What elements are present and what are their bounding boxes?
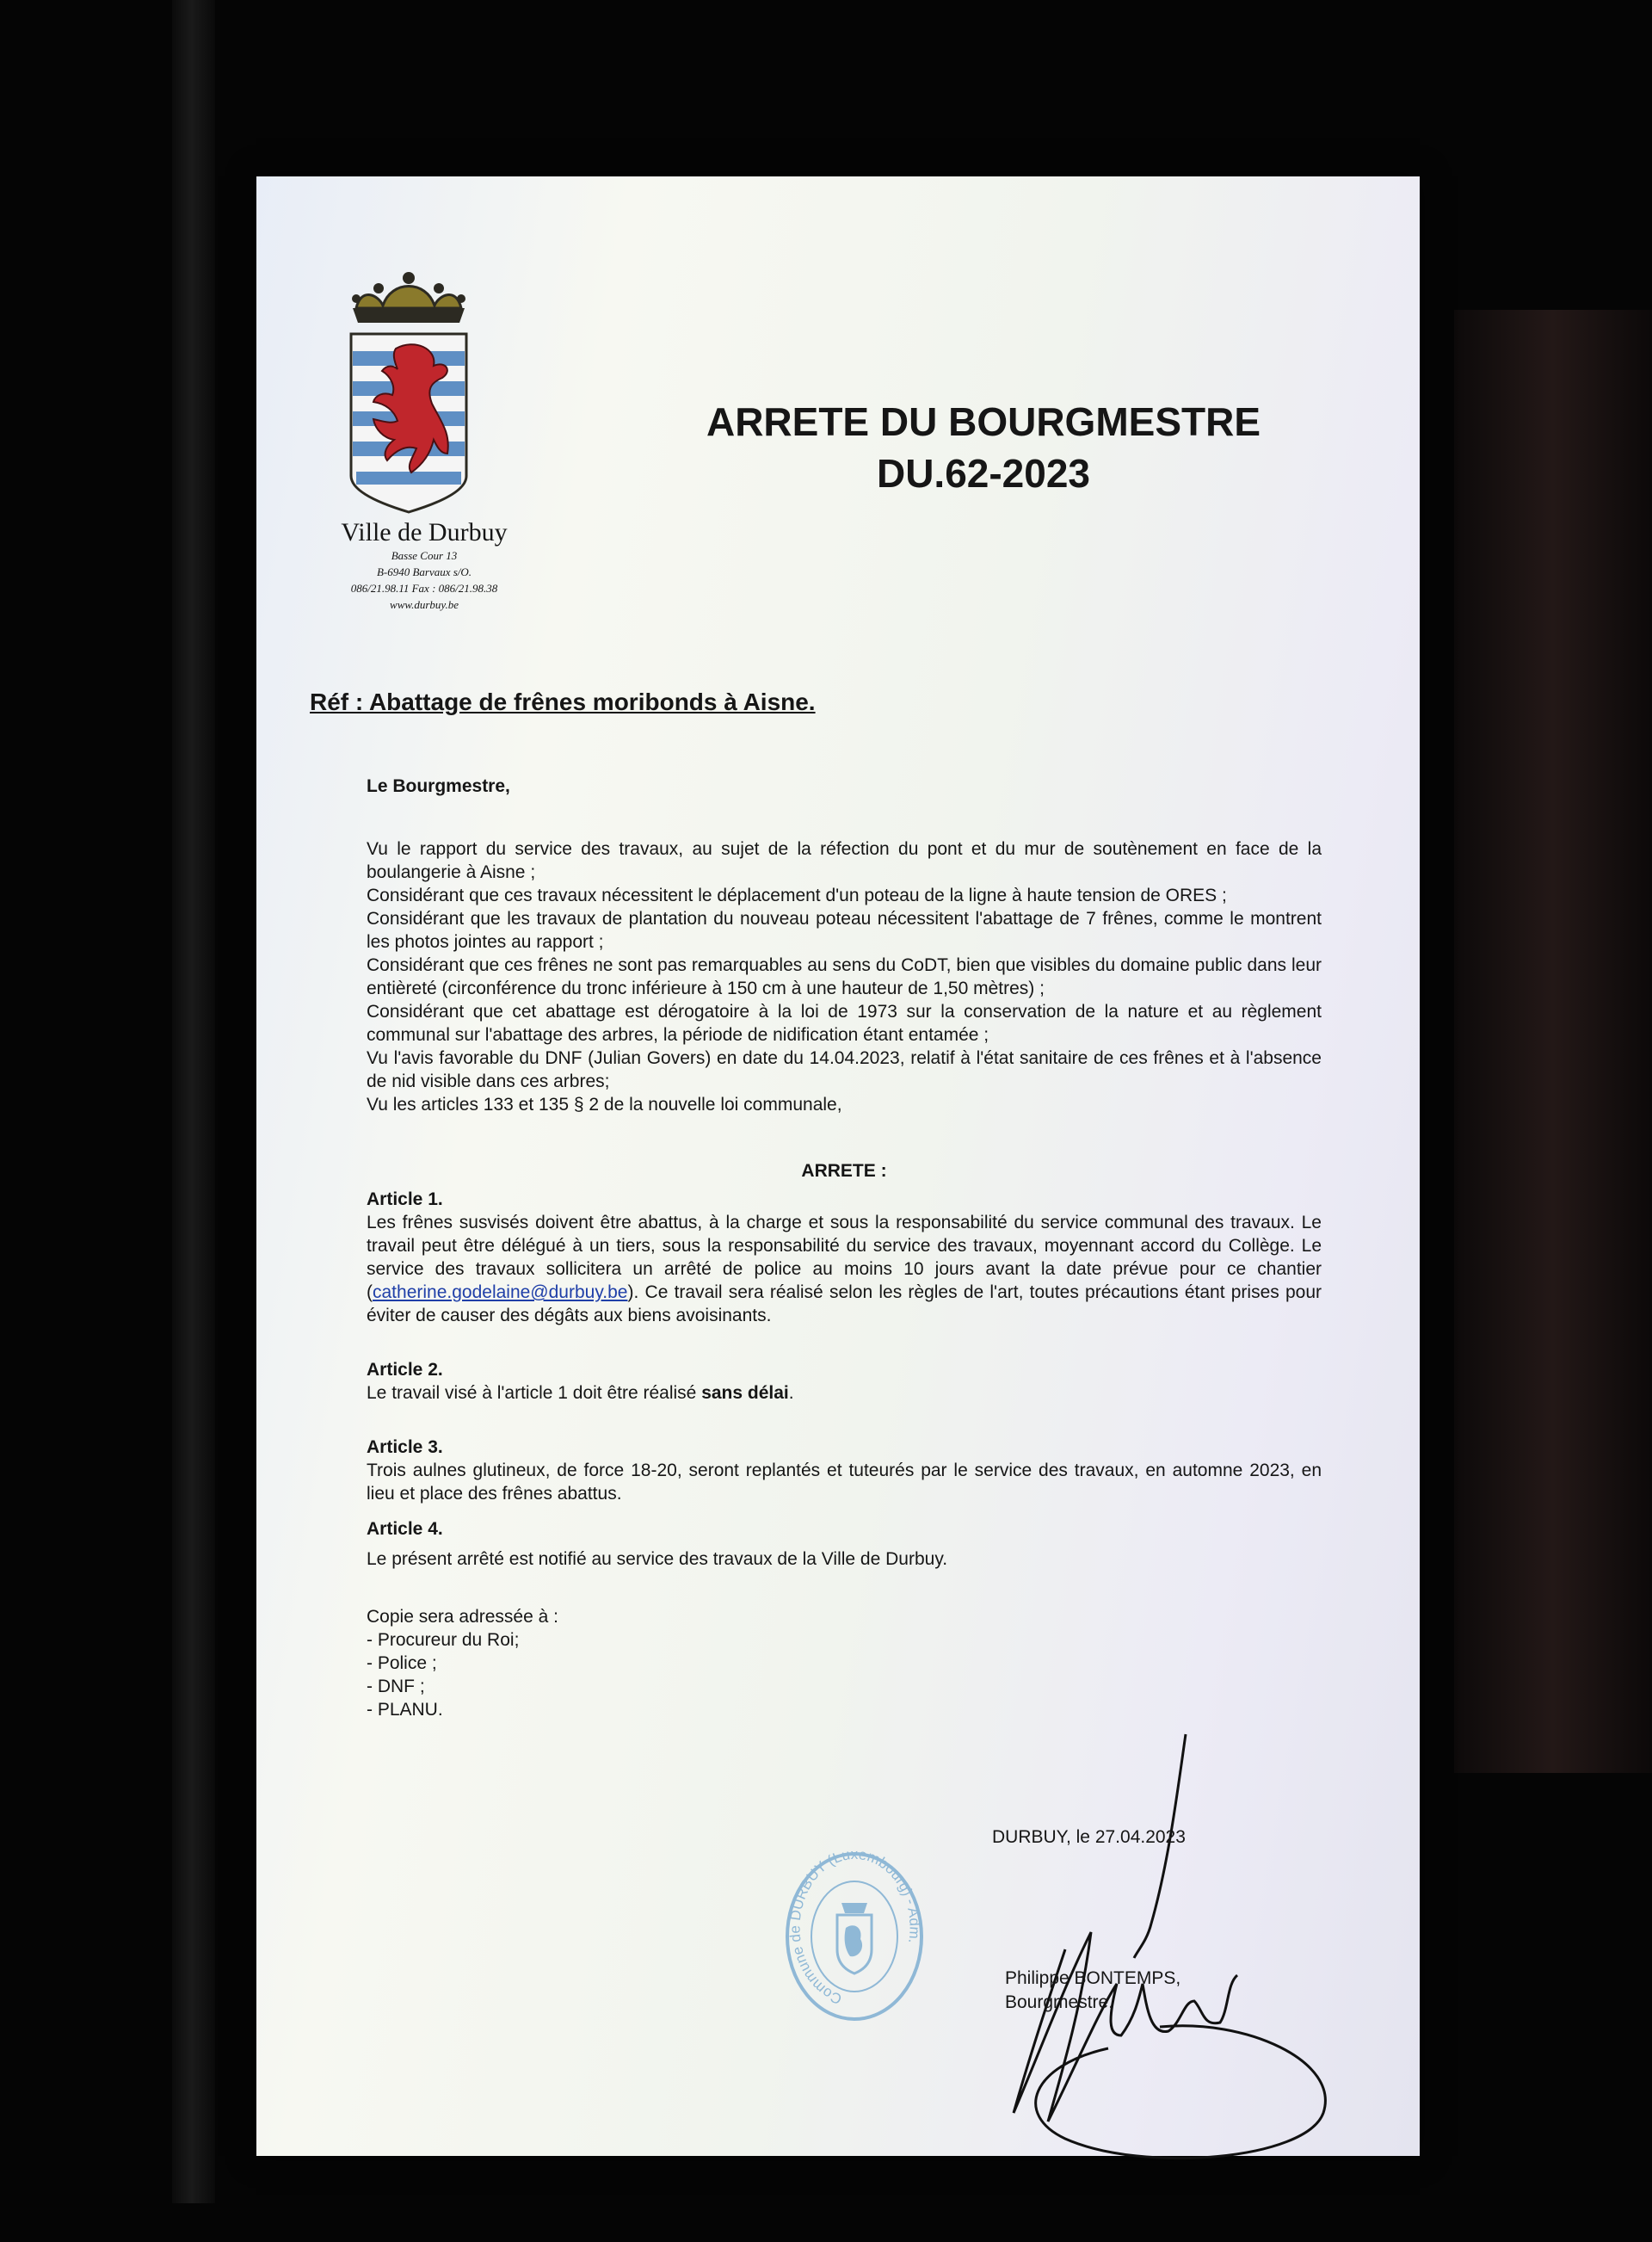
article-2-text-end: . xyxy=(788,1383,794,1403)
article-1-text-end: ). Ce travail sera réalisé selon les règles de l'art, toutes précautions étant prises pour éviter de causer des dégâts aux biens avoisinants. xyxy=(367,1282,1322,1325)
article-1-title: Article 1. xyxy=(367,1189,443,1209)
article-3-text: Trois aulnes glutineux, de force 18-20, seront replantés et tuteurés par le service des travaux, en automne 2023, en lieu et place des frênes abattus. xyxy=(367,1461,1322,1504)
copies-item: - Procureur du Roi; xyxy=(367,1630,520,1650)
arrete-heading: ARRETE : xyxy=(801,1161,887,1181)
article-1-text-start: Les frênes susvisés doivent être abattus, à la charge et sous la responsabilité du service communal des travaux. Le travail peut être délégué à un tiers, sous la responsabilité du service des travaux, moyennant accord du Collège. Le service des travaux sollicitera un arrêté de police au moins 10 jours avant la date prévue pour ce chantier ( xyxy=(367,1213,1322,1302)
document-body xyxy=(367,775,1322,1721)
signatory xyxy=(1005,1967,1180,2015)
salutation: Le Bourgmestre, xyxy=(367,776,510,796)
consideration: Considérant que ces travaux nécessitent le déplacement d'un poteau de la ligne à haute tension de ORES ; xyxy=(367,886,1227,905)
seal-text: Commune de DURBUY (Luxembourg) - Adm. xyxy=(786,1846,923,2008)
signatory-role: Bourgmestre. xyxy=(1005,1992,1114,2012)
municipality-name: Ville de Durbuy xyxy=(341,518,508,547)
consideration: Considérant que cet abattage est dérogatoire à la loi de 1973 sur la conservation de la nature et au règlement communal sur l'abattage des arbres, la période de nidification étant entamée ; xyxy=(367,1002,1322,1045)
title-line-1: ARRETE DU BOURGMESTRE xyxy=(706,399,1261,444)
signatory-name: Philippe BONTEMPS, xyxy=(1005,1968,1181,1988)
article-3-title: Article 3. xyxy=(367,1437,443,1457)
frame-left xyxy=(172,0,215,2203)
article-2-title: Article 2. xyxy=(367,1360,443,1380)
copies-item: - Police ; xyxy=(367,1653,437,1673)
municipality-logo xyxy=(334,269,508,613)
article-4-text: Le présent arrêté est notifié au service des travaux de la Ville de Durbuy. xyxy=(367,1549,948,1569)
reference-line: Réf : Abattage de frênes moribonds à Aisne. xyxy=(310,689,816,715)
article-2-text-start: Le travail visé à l'article 1 doit être réalisé xyxy=(367,1383,702,1403)
article-2-text xyxy=(367,1381,1322,1405)
document-title xyxy=(704,396,1263,499)
title-line-2: DU.62-2023 xyxy=(876,451,1091,496)
frame-right xyxy=(1454,310,1652,1773)
consideration: Considérant que les travaux de plantation du nouveau poteau nécessitent l'abattage de 7 frênes, comme le montrent les photos jointes au rapport ; xyxy=(367,909,1322,952)
municipality-address: Basse Cour 13 xyxy=(391,549,458,562)
consideration: Vu les articles 133 et 135 § 2 de la nouvelle loi communale, xyxy=(367,1095,842,1115)
municipality-website: www.durbuy.be xyxy=(390,598,459,611)
municipality-postcode: B-6940 Barvaux s/O. xyxy=(376,565,472,578)
consideration: Vu le rapport du service des travaux, au sujet de la réfection du pont et du mur de soutènement en face de la boulangerie à Aisne ; xyxy=(367,839,1322,882)
consideration: Vu l'avis favorable du DNF (Julian Govers) en date du 14.04.2023, relatif à l'état sanitaire de ces frênes et à l'absence de nid visible dans ces arbres; xyxy=(367,1048,1322,1091)
consideration: Considérant que ces frênes ne sont pas remarquables au sens du CoDT, bien que visibles du domaine public dans leur entièreté (circonférence du tronc inférieure à 150 cm à une hauteur de 1,50 mètres) ; xyxy=(367,955,1322,998)
copies-item: - DNF ; xyxy=(367,1677,425,1696)
copies-item: - PLANU. xyxy=(367,1700,443,1720)
contact-email-link[interactable]: catherine.godelaine@durbuy.be xyxy=(373,1282,628,1302)
copies-intro: Copie sera adressée à : xyxy=(367,1607,558,1627)
coat-of-arms-icon xyxy=(344,269,473,515)
official-seal-stamp xyxy=(781,1846,928,2027)
article-2-emphasis: sans délai xyxy=(701,1383,789,1403)
municipality-phone: 086/21.98.11 Fax : 086/21.98.38 xyxy=(350,582,498,595)
article-4-title: Article 4. xyxy=(367,1519,443,1539)
document-page xyxy=(256,176,1420,2156)
signature-date: DURBUY, le 27.04.2023 xyxy=(992,1827,1186,1847)
article-1-text xyxy=(367,1211,1322,1327)
